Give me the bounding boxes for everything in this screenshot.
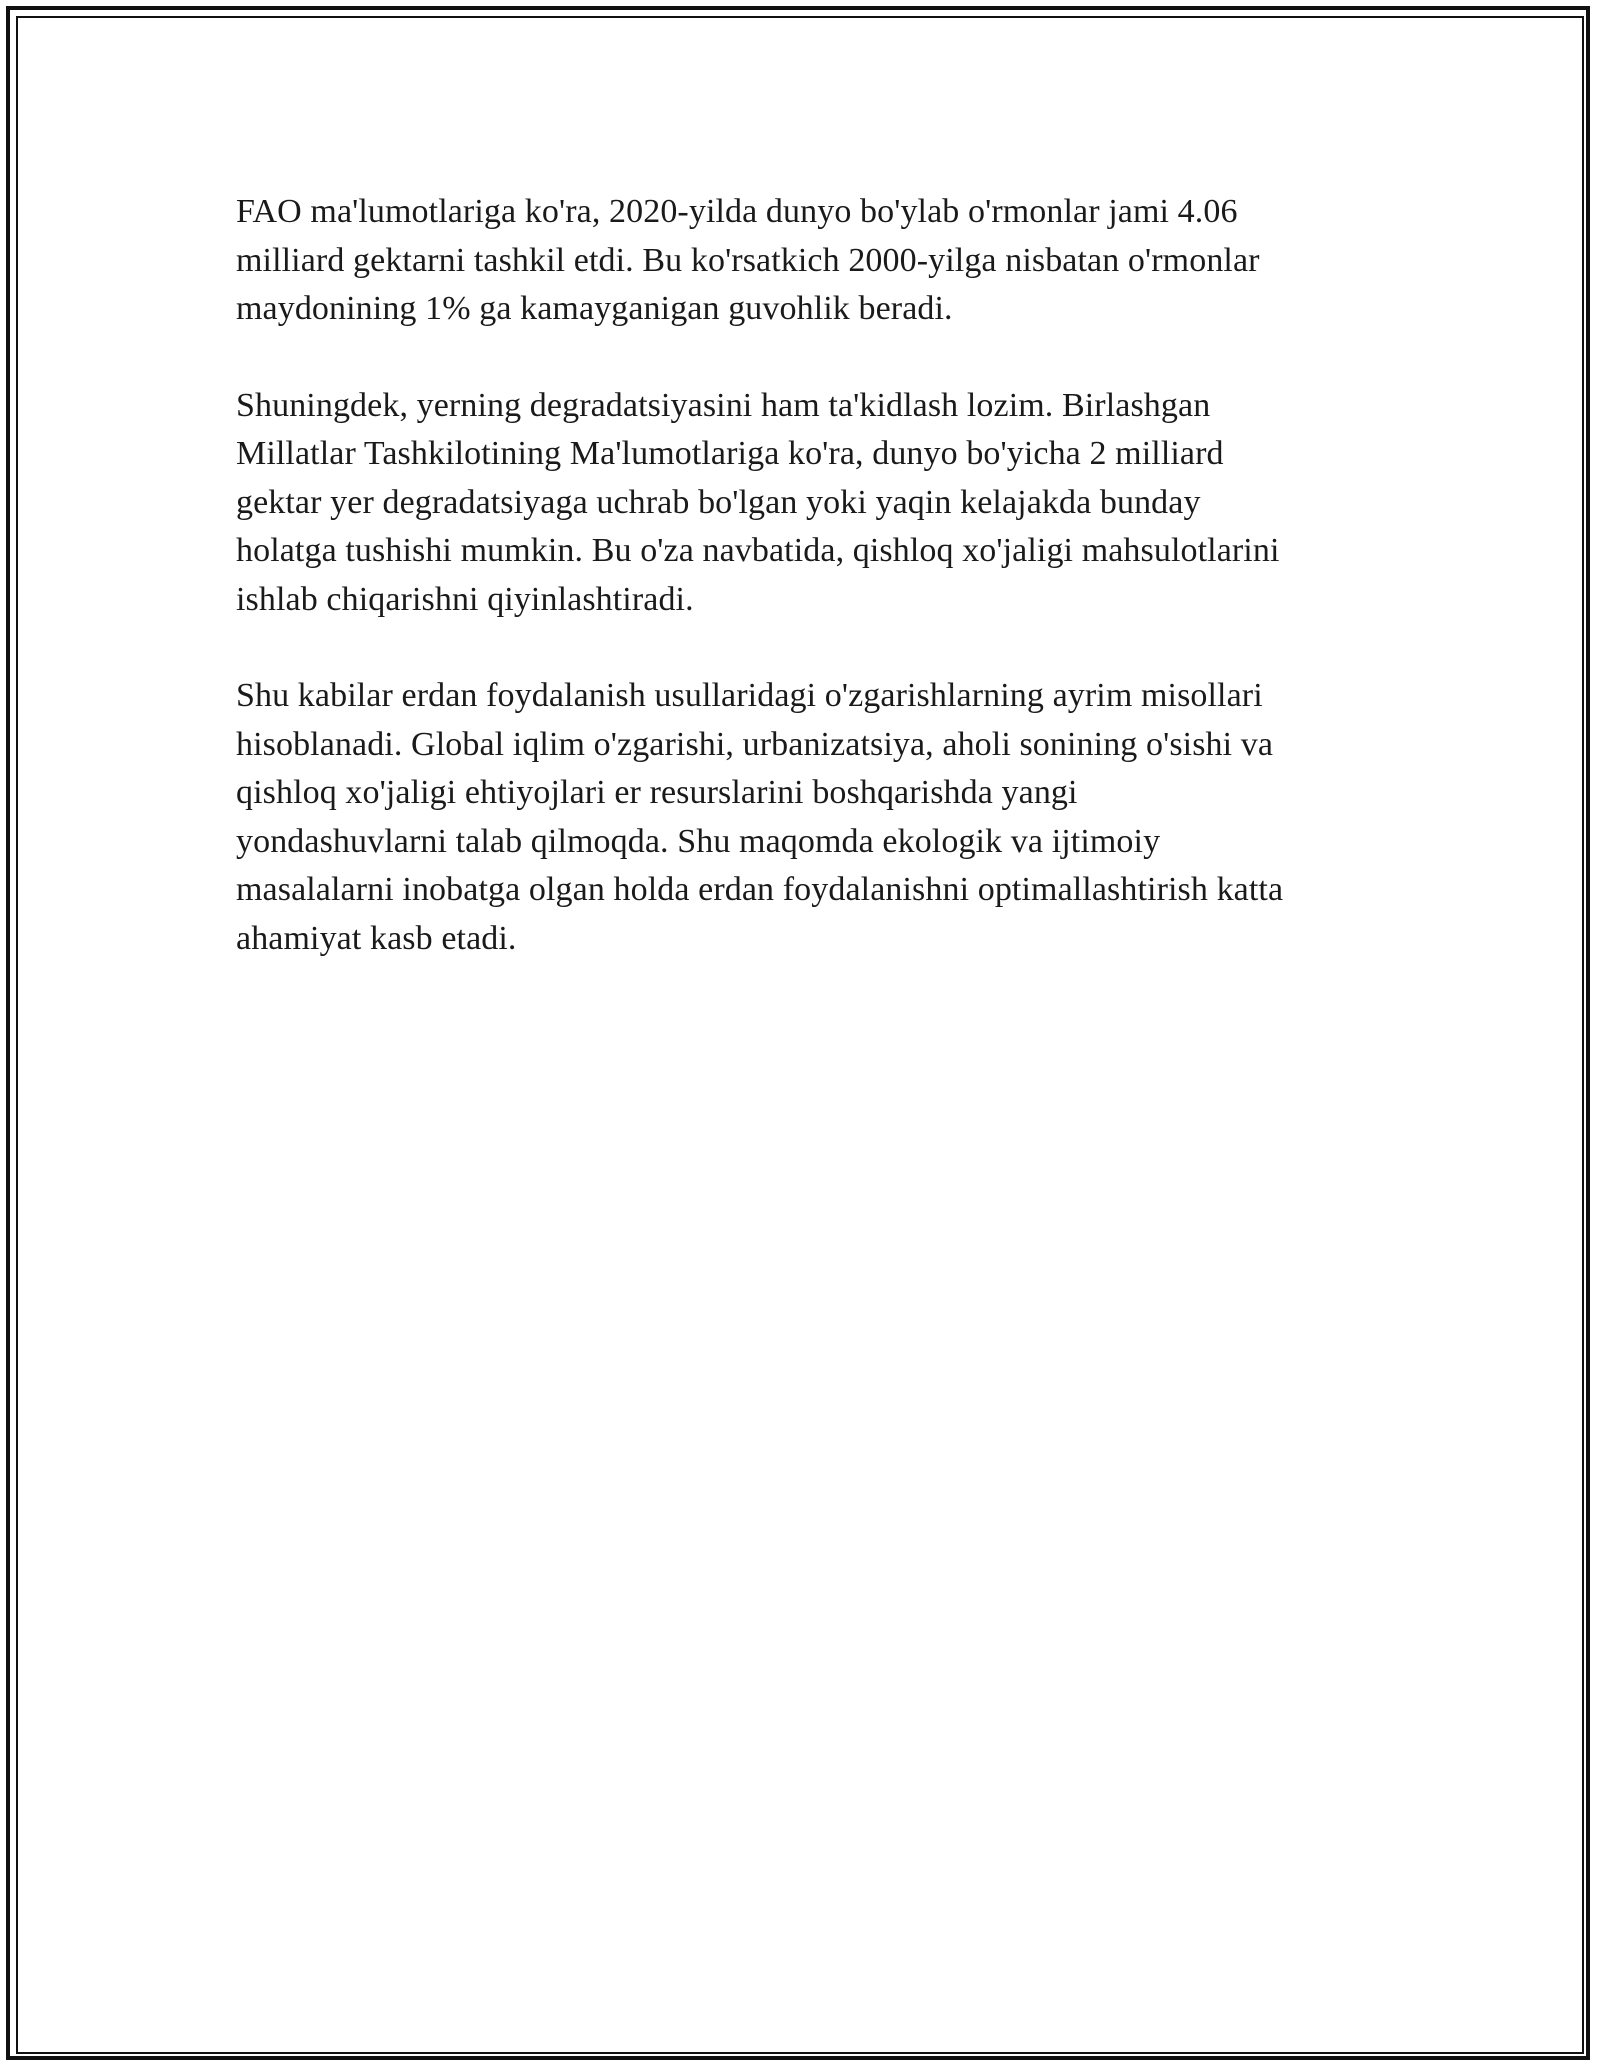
paragraph-3 <box>236 672 1376 963</box>
text-line: yondashuvlarni talab qilmoqda. Shu maqomda ekologik va ijtimoiy <box>236 822 1161 860</box>
text-line: gektar yer degradatsiyaga uchrab bo'lgan yoki yaqin kelajakda bunday <box>236 483 1201 521</box>
text-line: masalalarni inobatga olgan holda erdan foydalanishni optimallashtirish katta <box>236 871 1284 908</box>
text-line: ishlab chiqarishni qiyinlashtiradi. <box>236 580 694 618</box>
text-line: maydonining 1% ga kamayganigan guvohlik beradi. <box>236 290 953 327</box>
text-line: Shuningdek, yerning degradatsiyasini ham ta'kidlash lozim. Birlashgan <box>236 386 1211 424</box>
paragraph-2 <box>236 382 1376 625</box>
text-line: holatga tushishi mumkin. Bu o'za navbatida, qishloq xo'jaligi mahsulotlarini <box>236 532 1280 569</box>
paragraph-1 <box>236 188 1376 334</box>
text-line: ahamiyat kasb etadi. <box>236 919 517 957</box>
document-body <box>236 188 1376 1011</box>
text-line: milliard gektarni tashkil etdi. Bu ko'rsatkich 2000-yilga nisbatan o'rmonlar <box>236 241 1260 279</box>
text-line: Millatlar Tashkilotining Ma'lumotlariga ko'ra, dunyo bo'yicha 2 milliard <box>236 435 1224 472</box>
text-line: FAO ma'lumotlariga ko'ra, 2020-yilda dunyo bo'ylab o'rmonlar jami 4.06 <box>236 193 1238 230</box>
text-line: Shu kabilar erdan foydalanish usullaridagi o'zgarishlarning ayrim misollari <box>236 677 1263 714</box>
text-line: qishloq xo'jaligi ehtiyojlari er resurslarini boshqarishda yangi <box>236 774 1078 811</box>
text-line: hisoblanadi. Global iqlim o'zgarishi, urbanizatsiya, aholi sonining o'sishi va <box>236 725 1274 763</box>
